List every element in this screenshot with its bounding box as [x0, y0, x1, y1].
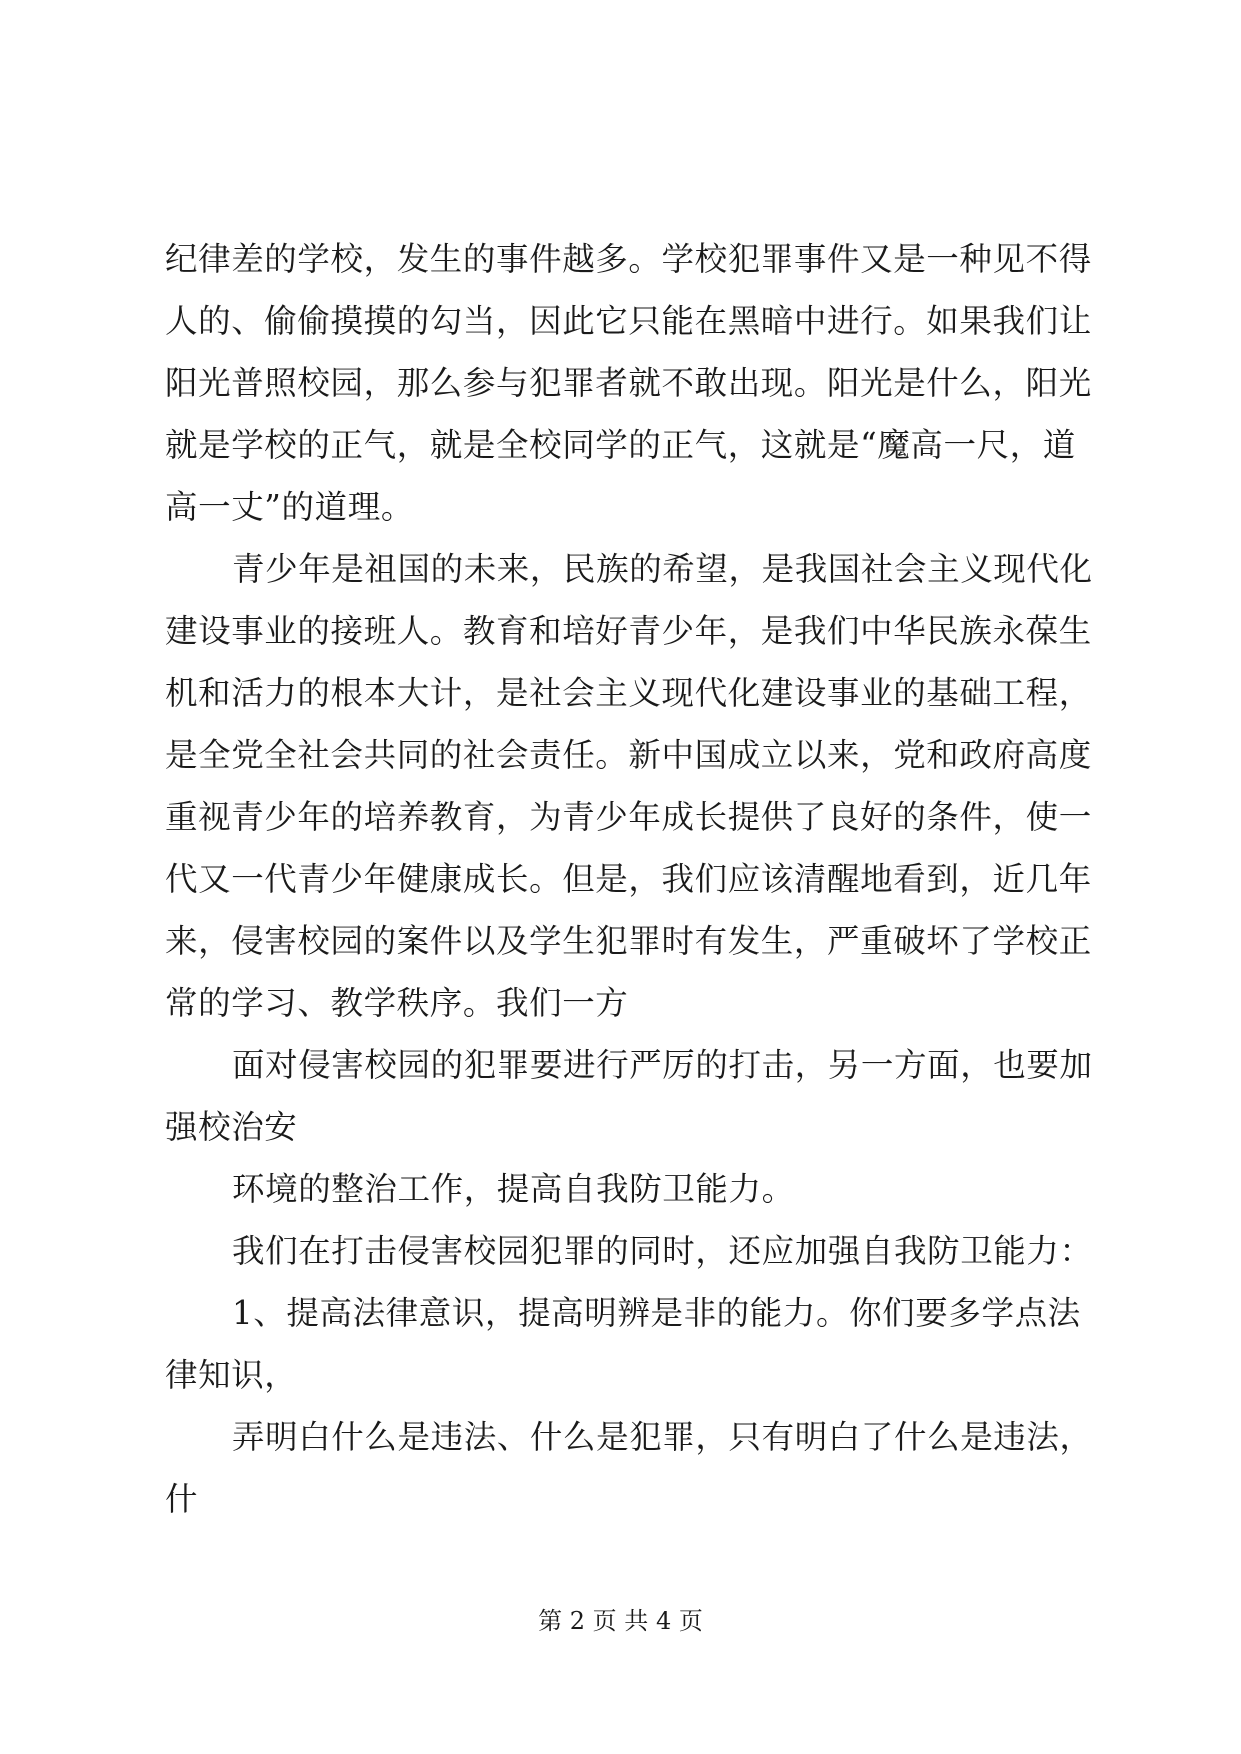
text-line: 建设事业的接班人。教育和培好青少年，是我们中华民族永葆生 — [165, 612, 1092, 650]
text-line: 人的、偷偷摸摸的勾当，因此它只能在黑暗中进行。如果我们让 — [165, 302, 1092, 340]
text-line: 什 — [165, 1480, 199, 1518]
text-line: 高一丈”的道理。 — [165, 488, 414, 526]
page-number-footer: 第 2 页 共 4 页 — [538, 1607, 703, 1635]
text-line: 代又一代青少年健康成长。但是，我们应该清醒地看到，近几年 — [165, 860, 1092, 898]
text-line: 重视青少年的培养教育，为青少年成长提供了良好的条件，使一 — [165, 798, 1092, 836]
paragraph-start-line: 弄明白什么是违法、什么是犯罪，只有明白了什么是违法， — [232, 1418, 1093, 1456]
text-line: 强校治安 — [165, 1108, 298, 1146]
text-line: 阳光普照校园，那么参与犯罪者就不敢出现。阳光是什么，阳光 — [165, 364, 1092, 402]
text-line: 来，侵害校园的案件以及学生犯罪时有发生，严重破坏了学校正 — [165, 922, 1092, 960]
paragraph-start-line: 1、提高法律意识，提高明辨是非的能力。你们要多学点法 — [232, 1294, 1081, 1332]
paragraph-start-line: 环境的整治工作，提高自我防卫能力。 — [232, 1170, 795, 1208]
text-line: 常的学习、教学秩序。我们一方 — [165, 984, 629, 1022]
text-line: 纪律差的学校，发生的事件越多。学校犯罪事件又是一种见不得 — [165, 240, 1092, 278]
paragraph-start-line: 青少年是祖国的未来，民族的希望，是我国社会主义现代化 — [232, 550, 1093, 588]
text-line: 律知识， — [165, 1356, 298, 1394]
text-line: 就是学校的正气，就是全校同学的正气，这就是“魔高一尺，道 — [165, 426, 1076, 464]
body-text — [165, 228, 1093, 1530]
paragraph-start-line: 我们在打击侵害校园犯罪的同时，还应加强自我防卫能力： — [232, 1232, 1093, 1270]
text-line: 是全党全社会共同的社会责任。新中国成立以来，党和政府高度 — [165, 736, 1092, 774]
paragraph-start-line: 面对侵害校园的犯罪要进行严厉的打击，另一方面，也要加 — [232, 1046, 1093, 1084]
text-line: 机和活力的根本大计，是社会主义现代化建设事业的基础工程， — [165, 674, 1092, 712]
